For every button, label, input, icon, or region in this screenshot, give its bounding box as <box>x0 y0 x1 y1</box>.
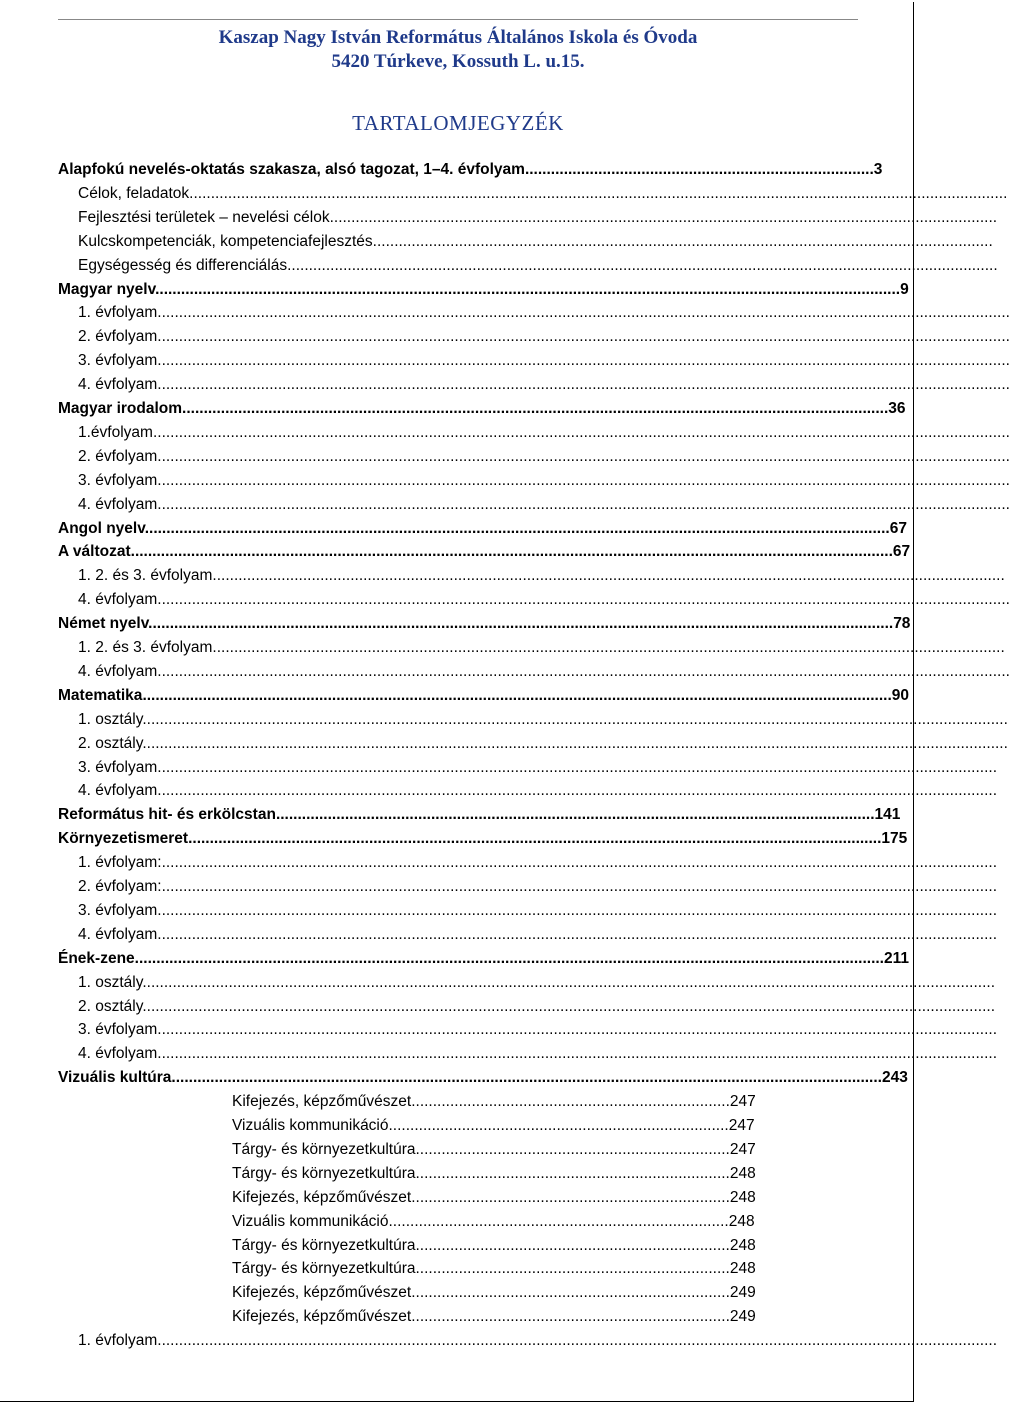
toc-entry-label: 1. évfolyam: <box>78 854 162 872</box>
toc-leader-dots: ................................................................................................................................................ <box>372 232 993 250</box>
toc-entry-label: Kifejezés, képzőművészet <box>232 1188 412 1206</box>
document-header <box>58 26 858 74</box>
toc-entry-label: 4. évfolyam <box>78 591 158 609</box>
toc-leader-dots: .............................................................................................................................................................................. <box>134 949 884 967</box>
page-border-bottom <box>0 1401 914 1402</box>
toc-entry-label: 3. évfolyam <box>78 352 158 370</box>
toc-entry[interactable] <box>78 182 1008 206</box>
toc-entry[interactable] <box>78 325 1010 349</box>
toc-entry-label: Kifejezés, képzőművészet <box>232 1308 412 1326</box>
toc-leader-dots: ................................................................................................................................................................................. <box>130 543 893 561</box>
toc-entry-page: 248 <box>729 1260 756 1278</box>
toc-entry-label: Német nyelv <box>58 615 149 633</box>
toc-leader-dots: ................................................................................................................................................................................................... <box>157 925 998 943</box>
toc-leader-dots: .................................................................................................................................................................................................. <box>161 854 998 872</box>
toc-entry-label: 1.évfolyam <box>78 423 153 441</box>
toc-leader-dots: ................................................................................................................................................................................................... <box>157 901 998 919</box>
toc-entry[interactable] <box>232 1162 756 1186</box>
toc-entry-label: 1. évfolyam <box>78 1332 158 1350</box>
header-rule <box>58 19 858 20</box>
toc-entry-page: 211 <box>884 949 910 967</box>
toc-entry-label: 2. osztály <box>78 734 143 752</box>
toc-entry-label: Célok, feladatok <box>78 184 190 202</box>
toc-entry-label: 2. évfolyam: <box>78 878 162 895</box>
toc-leader-dots: ...................................................................................................................................................................................................... <box>157 495 1010 513</box>
toc-entry-label: Kulcskompetenciák, kompetenciafejlesztés <box>78 232 373 250</box>
toc-entry[interactable] <box>232 1138 756 1162</box>
toc-leader-dots: ...................................................................................................................................................................................................... <box>157 662 1010 680</box>
toc-entry-label: Környezetismeret <box>58 830 189 848</box>
toc-entry-page: 247 <box>729 1093 756 1111</box>
toc-entry-label: 1. 2. és 3. évfolyam <box>78 567 213 585</box>
toc-leader-dots: ................................................................................. <box>524 161 874 178</box>
toc-entry[interactable] <box>78 1329 998 1353</box>
toc-entry[interactable] <box>78 875 998 899</box>
toc-entry-label: 4. évfolyam <box>78 495 158 513</box>
toc-leader-dots: ..................................................................................................................................................................... <box>287 256 998 274</box>
page-title: TARTALOMJEGYZÉK <box>352 111 564 135</box>
toc-entry[interactable] <box>58 158 883 182</box>
school-address: 5420 Túrkeve, Kossuth L. u.15. <box>331 51 585 72</box>
toc-entry-page: 248 <box>728 1212 755 1230</box>
toc-leader-dots: ....................................................................................................................................................................................................... <box>152 423 1010 441</box>
toc-leader-dots: ......................................................................... <box>415 1140 730 1158</box>
toc-entry[interactable] <box>232 1186 756 1210</box>
toc-entry[interactable] <box>78 756 998 780</box>
toc-leader-dots: ...................................................................................................................................................................................................... <box>157 376 1010 394</box>
toc-entry-label: 3. évfolyam <box>78 1021 158 1039</box>
toc-entry[interactable] <box>58 278 909 302</box>
toc-entry-label: 1. osztály <box>78 973 143 991</box>
toc-entry[interactable] <box>78 254 998 278</box>
toc-leader-dots: ......................................................................... <box>415 1236 730 1254</box>
toc-entry-label: Alapfokú nevelés-oktatás szakasza, alsó tagozat, 1–4. évfolyam <box>58 161 525 178</box>
toc-entry-page: 36 <box>888 400 906 417</box>
toc-entry-label: 1. évfolyam <box>78 304 158 322</box>
toc-entry-label: Fejlesztési területek – nevelési célok <box>78 208 330 226</box>
toc-leader-dots: ................................................................................................................................................................................................... <box>157 1332 998 1350</box>
toc-entry[interactable] <box>232 1305 756 1329</box>
toc-entry[interactable] <box>232 1210 755 1234</box>
toc-entry-page: 67 <box>892 543 911 561</box>
toc-leader-dots: ...................................................................................................................................................................................................... <box>157 447 1010 465</box>
toc-entry[interactable] <box>78 636 1005 660</box>
toc-entry-page: 248 <box>729 1236 756 1254</box>
toc-entry-label: 3. évfolyam <box>78 471 158 489</box>
toc-entry-label: Tárgy- és környezetkultúra <box>232 1260 416 1278</box>
toc-entry-label: Református hit- és erkölcstan <box>58 806 276 824</box>
toc-entry[interactable] <box>78 1042 998 1066</box>
toc-entry-label: Matematika <box>58 686 143 704</box>
toc-entry-page: 248 <box>729 1164 756 1182</box>
toc-entry-page: 67 <box>889 519 907 537</box>
toc-entry-page: 243 <box>881 1069 908 1087</box>
toc-entry-label: Tárgy- és környezetkultúra <box>232 1236 416 1254</box>
toc-entry-label: Vizuális kultúra <box>58 1069 172 1087</box>
toc-leader-dots: ................................................................................................................................................................. <box>188 830 882 848</box>
toc-entry[interactable] <box>78 660 1010 684</box>
toc-entry[interactable] <box>78 421 1010 445</box>
toc-entry-label: 2. évfolyam <box>78 447 158 465</box>
toc-entry-page: 248 <box>729 1188 756 1206</box>
toc-entry-page: 9 <box>900 280 909 298</box>
school-name: Kaszap Nagy István Református Általános Iskola és Óvoda <box>218 27 698 48</box>
toc-leader-dots: ............................................................................................................................................................................. <box>155 280 901 298</box>
toc-entry-label: Kifejezés, képzőművészet <box>232 1093 412 1111</box>
toc-entry[interactable] <box>58 612 911 636</box>
toc-entry-label: Kifejezés, képzőművészet <box>232 1284 412 1302</box>
toc-leader-dots: ......................................................................... <box>415 1260 730 1278</box>
toc-entry-label: 1. osztály <box>78 710 143 728</box>
toc-entry[interactable] <box>78 230 993 254</box>
toc-leader-dots: ................................................................................................................................................................................................... <box>157 782 998 800</box>
toc-entry[interactable] <box>78 971 995 995</box>
toc-entry-label: 2. évfolyam <box>78 328 158 346</box>
toc-leader-dots: .............................................................................................................................................................................................. <box>189 184 1008 202</box>
toc-entry-label: 4. évfolyam <box>78 1045 158 1063</box>
toc-leader-dots: .................................................................................................................................................................................................. <box>161 878 998 895</box>
toc-leader-dots: ...................................................................................................................................................................................................... <box>157 471 1010 489</box>
toc-leader-dots: .......................................................................... <box>411 1308 730 1326</box>
toc-leader-dots: ...................................................................................................................................................................................................... <box>157 304 1010 322</box>
toc-leader-dots: ........................................................................................................................................... <box>275 806 875 824</box>
toc-entry[interactable] <box>232 1257 756 1281</box>
toc-entry-page: 249 <box>729 1284 756 1302</box>
toc-entry[interactable] <box>58 684 910 708</box>
toc-entry[interactable] <box>58 540 911 564</box>
toc-leader-dots: ........................................................................................................................................................................................ <box>212 567 1005 585</box>
toc-entry[interactable] <box>78 588 1010 612</box>
toc-entry-label: Vizuális kommunikáció <box>232 1212 389 1230</box>
toc-entry[interactable] <box>78 923 998 947</box>
toc-entry-label: 4. évfolyam <box>78 376 158 394</box>
toc-leader-dots: ................................................................................................................................................................................................... <box>157 1045 998 1063</box>
toc-leader-dots: ......................................................................................................................................................................................................... <box>142 710 1008 728</box>
toc-leader-dots: ..................................................................................................................................................................... <box>171 1069 882 1087</box>
toc-leader-dots: .......................................................................... <box>411 1284 730 1302</box>
toc-entry[interactable] <box>78 301 1010 325</box>
toc-entry-page: 3 <box>873 161 883 178</box>
toc-leader-dots: ............................................................................... <box>388 1117 729 1134</box>
toc-entry-page: 175 <box>881 830 908 848</box>
toc-entry[interactable] <box>78 564 1005 588</box>
toc-entry-page: 247 <box>728 1117 755 1134</box>
toc-entry[interactable] <box>78 373 1010 397</box>
toc-entry[interactable] <box>232 1114 755 1138</box>
toc-leader-dots: .......................................................................... <box>411 1188 730 1206</box>
toc-entry-label: 1. 2. és 3. évfolyam <box>78 639 213 656</box>
toc-entry[interactable] <box>232 1234 756 1258</box>
toc-entry[interactable] <box>78 493 1010 517</box>
toc-entry[interactable] <box>78 1018 998 1042</box>
toc-leader-dots: ........................................................................................................................................................................................ <box>212 639 1005 656</box>
toc-leader-dots: ...................................................................................................................................................................................................... <box>157 591 1010 609</box>
toc-entry[interactable] <box>78 708 1008 732</box>
toc-entry-label: Ének-zene <box>58 949 135 967</box>
toc-entry[interactable] <box>78 349 1010 373</box>
toc-entry[interactable] <box>58 827 908 851</box>
toc-entry-label: A változat <box>58 543 131 561</box>
toc-entry[interactable] <box>232 1090 756 1114</box>
toc-entry-label: Tárgy- és környezetkultúra <box>232 1140 416 1158</box>
toc-leader-dots: ............................................................................... <box>388 1212 729 1230</box>
toc-entry-label: Magyar irodalom <box>58 400 183 417</box>
toc-leader-dots: .............................................................................................................................................................................. <box>142 686 892 704</box>
toc-leader-dots: ......................................................................... <box>415 1164 730 1182</box>
toc-entry-label: 3. évfolyam <box>78 901 158 919</box>
toc-entry[interactable] <box>58 1066 908 1090</box>
toc-entry[interactable] <box>78 779 998 803</box>
toc-leader-dots: ............................................................................................................................................................................. <box>148 615 894 633</box>
toc-entry[interactable] <box>78 445 1010 469</box>
toc-leader-dots: .................................................................................................................................................................... <box>182 400 889 417</box>
toc-leader-dots: ........................................................................................................................................................... <box>329 208 998 226</box>
toc-entry-label: 2. osztály <box>78 997 143 1015</box>
toc-leader-dots: ................................................................................................................................................................................................... <box>157 758 998 776</box>
toc-entry-page: 249 <box>729 1308 756 1326</box>
toc-entry-label: Egységesség és differenciálás <box>78 256 288 274</box>
toc-leader-dots: ...................................................................................................................................................................................................... <box>142 973 995 991</box>
toc-entry-label: 4. évfolyam <box>78 782 158 800</box>
toc-entry-label: 3. évfolyam <box>78 758 158 776</box>
toc-entry-label: 4. évfolyam <box>78 925 158 943</box>
toc-entry-label: 4. évfolyam <box>78 662 158 680</box>
toc-entry[interactable] <box>232 1281 756 1305</box>
toc-entry-page: 247 <box>729 1140 756 1158</box>
toc-leader-dots: ................................................................................................................................................................................................... <box>157 1021 998 1039</box>
toc-entry[interactable] <box>58 397 906 421</box>
toc-leader-dots: ............................................................................................................................................................................. <box>144 519 890 537</box>
toc-entry-page: 78 <box>893 615 911 633</box>
toc-leader-dots: ...................................................................................................................................................................................................... <box>142 997 995 1015</box>
toc-entry[interactable] <box>58 947 910 971</box>
toc-entry[interactable] <box>78 899 998 923</box>
toc-leader-dots: .......................................................................... <box>411 1093 730 1111</box>
toc-entry-label: Tárgy- és környezetkultúra <box>232 1164 416 1182</box>
toc-entry[interactable] <box>78 732 1008 756</box>
toc-entry-label: Angol nyelv <box>58 519 145 537</box>
toc-leader-dots: ...................................................................................................................................................................................................... <box>157 328 1010 346</box>
toc-entry-label: Vizuális kommunikáció <box>232 1117 389 1134</box>
toc-leader-dots: ......................................................................................................................................................................................................... <box>142 734 1008 752</box>
toc-entry-page: 90 <box>891 686 910 704</box>
toc-entry[interactable] <box>58 517 907 541</box>
toc-entry[interactable] <box>78 995 995 1019</box>
toc-entry[interactable] <box>58 803 901 827</box>
toc-entry[interactable] <box>78 469 1010 493</box>
toc-entry-page: 141 <box>874 806 901 824</box>
toc-leader-dots: ...................................................................................................................................................................................................... <box>157 352 1010 370</box>
toc-entry[interactable] <box>78 206 998 230</box>
toc-entry-label: Magyar nyelv <box>58 280 156 298</box>
toc-entry[interactable] <box>78 851 998 875</box>
